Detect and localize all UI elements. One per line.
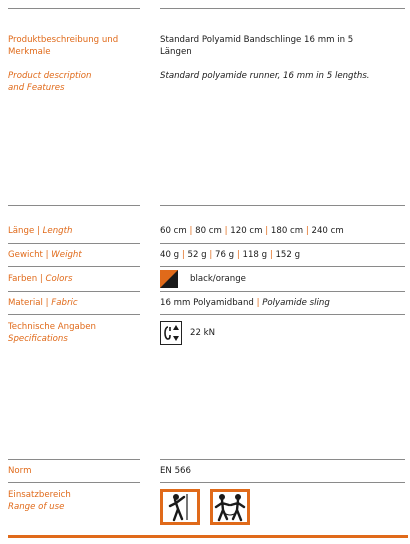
colors-label-de: Farben	[8, 274, 38, 284]
material-value: 16 mm Polyamidband | Polyamide sling	[160, 298, 330, 308]
description-value-en	[160, 70, 405, 82]
length-values: 60 cm | 80 cm | 120 cm | 180 cm | 240 cm	[160, 226, 344, 236]
weight-value: 40 g	[160, 250, 180, 260]
description-value-de: Standard Polyamid Bandschlinge 16 mm in 5 Längen	[160, 35, 354, 57]
weight-label-de: Gewicht	[8, 250, 43, 260]
weight-rule-right	[160, 243, 405, 244]
material-value-de: 16 mm Polyamidband	[160, 298, 254, 308]
length-value: 120 cm	[230, 226, 263, 236]
length-value: 240 cm	[311, 226, 344, 236]
description-label-en-line1: Product description	[8, 71, 92, 81]
description-label-de: Produktbeschreibung und Merkmale	[8, 35, 119, 57]
material-value-en: Polyamide sling	[262, 298, 330, 308]
colors-label-en: Colors	[45, 274, 73, 284]
colors-rule-left	[8, 266, 140, 267]
spec-strength: 22 kN	[190, 328, 216, 338]
length-label-de: Länge	[8, 226, 35, 236]
norm-rule-right	[160, 459, 405, 460]
length-label: Länge | Length	[8, 226, 73, 236]
length-value: 180 cm	[270, 226, 304, 236]
weight-value: 118 g	[242, 250, 268, 260]
weight-label: Gewicht | Weight	[8, 250, 82, 260]
range-label-en: Range of use	[8, 502, 65, 512]
weight-label-en: Weight	[51, 250, 82, 260]
length-value: 60 cm	[160, 226, 187, 236]
length-rule-left	[8, 205, 140, 206]
weight-rule-left	[8, 243, 140, 244]
material-label: Material | Fabric	[8, 298, 78, 308]
range-rule-right	[160, 482, 405, 483]
norm-value: EN 566	[160, 466, 191, 476]
colors-label: Farben | Colors	[8, 274, 73, 284]
range-rule-left	[8, 482, 140, 483]
norm-rule-left	[8, 459, 140, 460]
material-rule-right	[160, 291, 405, 292]
material-label-de: Material	[8, 298, 43, 308]
top-rule-left	[8, 8, 140, 9]
spec-label-de: Technische Angaben	[8, 322, 96, 332]
spec-label	[8, 321, 96, 345]
climbing-icon	[160, 489, 200, 525]
strength-icon	[160, 321, 182, 345]
spec-rule-right	[160, 314, 405, 315]
range-label	[8, 489, 71, 513]
spec-rule-left	[8, 314, 140, 315]
color-swatch-icon	[160, 270, 178, 288]
length-rule-right	[160, 205, 405, 206]
weight-value: 52 g	[187, 250, 207, 260]
range-label-de: Einsatzbereich	[8, 490, 71, 500]
norm-label: Norm	[8, 466, 32, 476]
bottom-accent-bar	[8, 535, 408, 538]
description-label-en-line2: and Features	[8, 83, 65, 93]
colors-value: black/orange	[190, 274, 246, 284]
strength-icon-graphic	[161, 322, 181, 344]
length-value: 80 cm	[195, 226, 222, 236]
length-label-en: Length	[42, 226, 73, 236]
top-rule-right	[160, 8, 405, 9]
material-label-en: Fabric	[51, 298, 78, 308]
material-rule-left	[8, 291, 140, 292]
weight-value: 152 g	[275, 250, 301, 260]
mountaineering-icon-graphic	[213, 492, 247, 522]
mountaineering-icon	[210, 489, 250, 525]
colors-rule-right	[160, 266, 405, 267]
spec-label-en: Specifications	[8, 334, 68, 344]
weight-values: 40 g | 52 g | 76 g | 118 g | 152 g	[160, 250, 301, 260]
description-value-en-text: Standard polyamide runner, 16 mm in 5 lengths.	[160, 71, 370, 81]
weight-value: 76 g	[215, 250, 235, 260]
description-label-en	[8, 70, 91, 94]
climbing-icon-graphic	[163, 492, 197, 522]
